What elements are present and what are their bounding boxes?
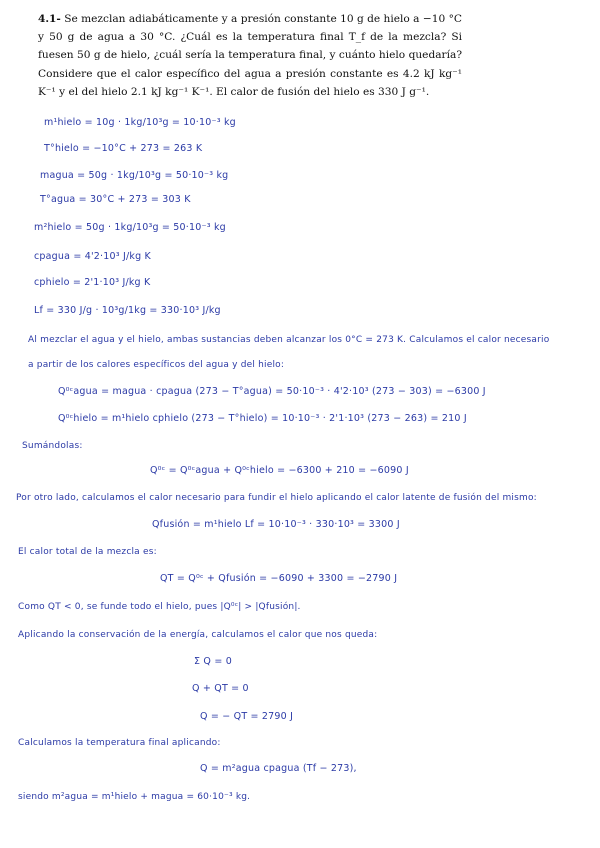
hw-paragraph-4: El calor total de la mezcla es: <box>18 547 157 557</box>
hw-cp-ice: cphielo = 2'1·10³ J/kg K <box>34 277 151 288</box>
hw-temp-ice: T°hielo = −10°C + 273 = 263 K <box>44 143 203 154</box>
hw-eq-q-sum: Q⁰ᶜ = Q⁰ᶜagua + Q⁰ᶜhielo = −6300 + 210 = −6090 J <box>150 465 409 476</box>
hw-eq-sum-zero: Σ Q = 0 <box>194 656 232 667</box>
hw-paragraph-8: siendo m²agua = m¹hielo + magua = 60·10⁻³ kg. <box>18 792 251 802</box>
hw-eq-q-fusion: Qfusión = m¹hielo Lf = 10·10⁻³ · 330·10³ = 3300 J <box>152 519 400 530</box>
problem-number: 4.1- <box>38 13 61 25</box>
hw-eq-q-total: QT = Q⁰ᶜ + Qfusión = −6090 + 3300 = −2790 J <box>160 573 398 584</box>
hw-mass-ice-1: m¹hielo = 10g · 1kg/10³g = 10·10⁻³ kg <box>44 117 236 128</box>
hw-eq-final-temp: Q = m²agua cpagua (Tf − 273), <box>200 763 357 774</box>
hw-mass-water: magua = 50g · 1kg/10³g = 50·10⁻³ kg <box>40 170 229 181</box>
hw-cp-water: cpagua = 4'2·10³ J/kg K <box>34 251 151 262</box>
hw-eq-q-water: Q⁰ᶜagua = magua · cpagua (273 − T°agua) = 50·10⁻³ · 4'2·10³ (273 − 303) = −6300 J <box>58 386 486 397</box>
hw-mass-ice-2: m²hielo = 50g · 1kg/10³g = 50·10⁻³ kg <box>34 222 226 233</box>
hw-latent-heat: Lf = 330 J/g · 10³g/1kg = 330·10³ J/kg <box>34 305 221 316</box>
problem-statement <box>38 10 462 101</box>
hw-eq-q-ice: Q⁰ᶜhielo = m¹hielo cphielo (273 − T°hielo) = 10·10⁻³ · 2'1·10³ (273 − 263) = 210 J <box>58 413 467 424</box>
hw-paragraph-6: Aplicando la conservación de la energía, calculamos el calor que nos queda: <box>18 630 378 640</box>
hw-eq-q-plus-qt: Q + QT = 0 <box>192 683 249 694</box>
hw-temp-water: T°agua = 30°C + 273 = 303 K <box>40 194 191 205</box>
hw-paragraph-1b: a partir de los calores específicos del agua y del hielo: <box>28 360 285 370</box>
hw-paragraph-3: Por otro lado, calculamos el calor necesario para fundir el hielo aplicando el calor latente de fusión del mismo: <box>16 493 537 503</box>
hw-paragraph-1a: Al mezclar el agua y el hielo, ambas sustancias deben alcanzar los 0°C = 273 K. Calculamos el calor necesario <box>28 335 550 345</box>
problem-text: Se mezclan adiabáticamente y a presión constante 10 g de hielo a −10 °C y 50 g de agua a 30 °C. ¿Cuál es la temperatura final T_f de la mezcla? Si fuesen 50 g de hielo, ¿cuál sería la temperatura final, y cuánto hielo quedaría? Considere que el calor específico del agua a presión constante es 4.2 kJ kg⁻¹ K⁻¹ y el del hielo 2.1 kJ kg⁻¹ K⁻¹. El calor de fusión del hielo es 330 J g⁻¹. <box>38 13 463 98</box>
hw-paragraph-5: Como QT < 0, se funde todo el hielo, pues |Q⁰ᶜ| > |Qfusión|. <box>18 602 301 612</box>
hw-paragraph-7: Calculamos la temperatura final aplicando: <box>18 738 221 748</box>
hw-sum-label: Sumándolas: <box>22 441 83 451</box>
hw-eq-q-value: Q = − QT = 2790 J <box>200 711 294 722</box>
